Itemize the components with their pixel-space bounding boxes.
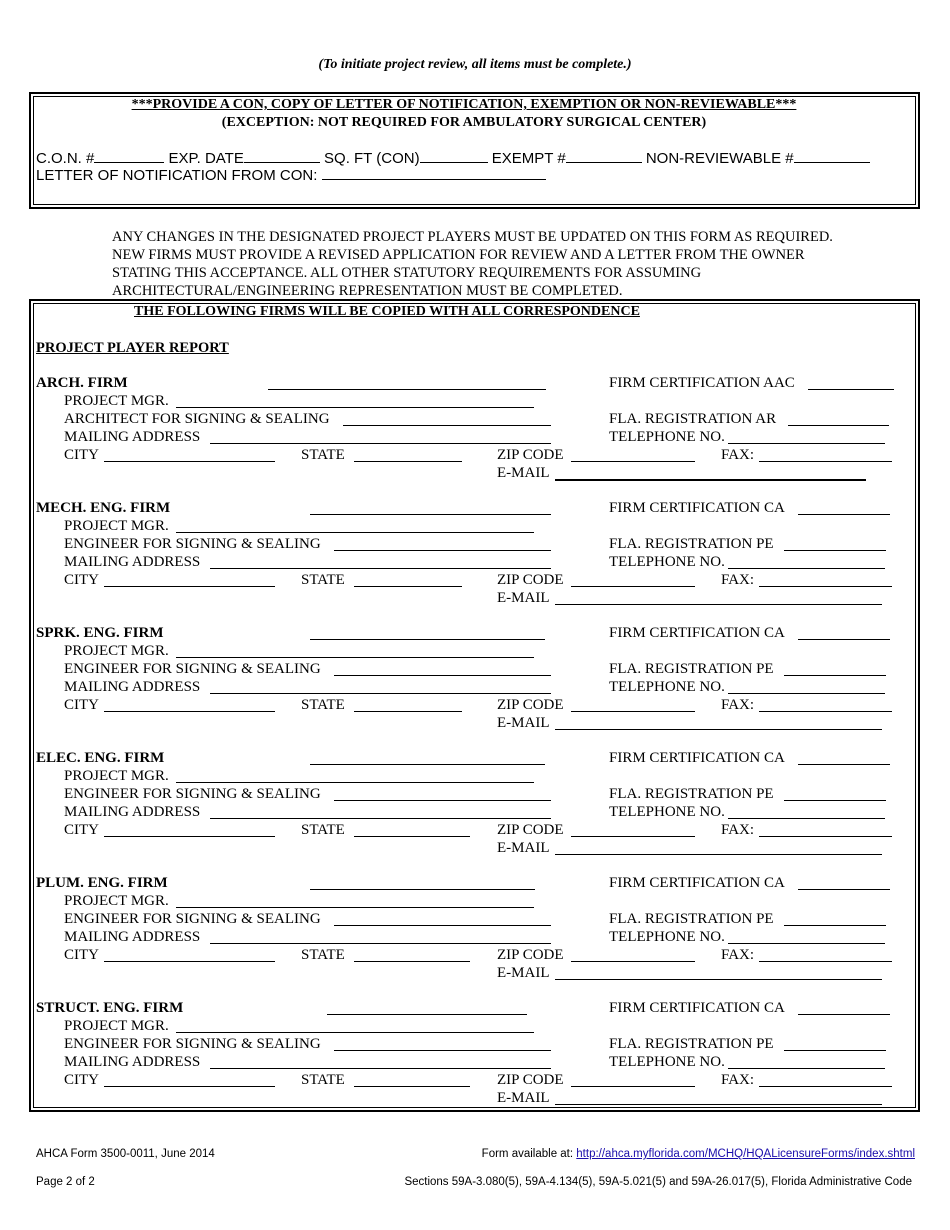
signer-field[interactable]	[334, 550, 551, 551]
zip-code-field[interactable]	[571, 461, 695, 462]
email-label: E-MAIL	[497, 465, 550, 481]
zip-code-field[interactable]	[571, 836, 695, 837]
firm-certification-label: FIRM CERTIFICATION AAC	[609, 375, 795, 391]
signer-label: ENGINEER FOR SIGNING & SEALING	[64, 1036, 321, 1052]
fax-label: FAX:	[721, 572, 755, 588]
con-box-title: ***PROVIDE A CON, COPY OF LETTER OF NOTIFICATION, EXEMPTION OR NON-REVIEWABLE***	[131, 97, 797, 112]
telephone-label: TELEPHONE NO.	[609, 429, 725, 445]
firm-name-field[interactable]	[327, 1014, 527, 1015]
state-label: STATE	[301, 697, 345, 713]
firm-certification-field[interactable]	[798, 1014, 890, 1015]
telephone-field[interactable]	[728, 693, 885, 694]
zip-code-label: ZIP CODE	[497, 1072, 564, 1088]
signer-label: ENGINEER FOR SIGNING & SEALING	[64, 786, 321, 802]
city-field[interactable]	[104, 586, 275, 587]
project-mgr-field[interactable]	[176, 907, 534, 908]
project-mgr-field[interactable]	[176, 407, 534, 408]
mailing-address-field[interactable]	[210, 568, 551, 569]
mailing-address-field[interactable]	[210, 818, 551, 819]
fla-registration-label: FLA. REGISTRATION PE	[609, 911, 774, 927]
email-label: E-MAIL	[497, 1090, 550, 1106]
changes-line: ARCHITECTURAL/ENGINEERING REPRESENTATION MUST BE COMPLETED.	[112, 283, 623, 299]
zip-code-label: ZIP CODE	[497, 697, 564, 713]
nonreviewable-field[interactable]	[794, 150, 870, 163]
signer-label: ENGINEER FOR SIGNING & SEALING	[64, 661, 321, 677]
firm-name-label: PLUM. ENG. FIRM	[36, 875, 168, 891]
fla-registration-field[interactable]	[784, 675, 886, 676]
firm-certification-label: FIRM CERTIFICATION CA	[609, 875, 785, 891]
header-note: (To initiate project review, all items must be complete.)	[318, 57, 632, 72]
fax-label: FAX:	[721, 447, 755, 463]
state-field[interactable]	[354, 586, 462, 587]
fax-label: FAX:	[721, 822, 755, 838]
email-field[interactable]	[555, 479, 866, 481]
nonreviewable-label: NON-REVIEWABLE #	[645, 150, 794, 167]
exempt-field[interactable]	[566, 150, 642, 163]
exempt-label: EXEMPT #	[491, 150, 566, 167]
city-field[interactable]	[104, 461, 275, 462]
email-field[interactable]	[555, 604, 882, 605]
city-label: CITY	[64, 572, 99, 588]
mailing-address-label: MAILING ADDRESS	[64, 804, 201, 820]
signer-field[interactable]	[334, 675, 551, 676]
project-mgr-field[interactable]	[176, 532, 534, 533]
project-mgr-label: PROJECT MGR.	[64, 768, 169, 784]
fla-registration-field[interactable]	[784, 925, 886, 926]
exp-date-label: EXP. DATE	[168, 150, 244, 167]
fla-registration-label: FLA. REGISTRATION PE	[609, 536, 774, 552]
email-label: E-MAIL	[497, 715, 550, 731]
fla-registration-label: FLA. REGISTRATION PE	[609, 1036, 774, 1052]
firm-name-field[interactable]	[310, 889, 535, 890]
telephone-label: TELEPHONE NO.	[609, 804, 725, 820]
fla-registration-field[interactable]	[784, 550, 886, 551]
zip-code-label: ZIP CODE	[497, 947, 564, 963]
project-mgr-label: PROJECT MGR.	[64, 1018, 169, 1034]
project-mgr-field[interactable]	[176, 1032, 534, 1033]
fla-registration-label: FLA. REGISTRATION PE	[609, 786, 774, 802]
copied-heading: THE FOLLOWING FIRMS WILL BE COPIED WITH ALL CORRESPONDENCE	[134, 304, 640, 319]
form-url-link[interactable]: http://ahca.myflorida.com/MCHQ/HQALicensureForms/index.shtml	[576, 1148, 915, 1160]
city-label: CITY	[64, 447, 99, 463]
email-label: E-MAIL	[497, 840, 550, 856]
mailing-address-label: MAILING ADDRESS	[64, 429, 201, 445]
fax-field[interactable]	[759, 711, 892, 712]
email-label: E-MAIL	[497, 965, 550, 981]
fax-field[interactable]	[759, 961, 892, 962]
firm-certification-field[interactable]	[798, 639, 890, 640]
firm-certification-label: FIRM CERTIFICATION CA	[609, 1000, 785, 1016]
city-field[interactable]	[104, 836, 275, 837]
zip-code-field[interactable]	[571, 1086, 695, 1087]
city-label: CITY	[64, 697, 99, 713]
telephone-field[interactable]	[728, 1068, 885, 1069]
project-mgr-field[interactable]	[176, 657, 534, 658]
email-field[interactable]	[555, 729, 882, 730]
mailing-address-label: MAILING ADDRESS	[64, 929, 201, 945]
firm-certification-field[interactable]	[808, 389, 894, 390]
letter-field[interactable]	[322, 167, 546, 180]
email-field[interactable]	[555, 1104, 882, 1105]
state-label: STATE	[301, 1072, 345, 1088]
letter-row	[36, 167, 546, 184]
city-label: CITY	[64, 947, 99, 963]
letter-label: LETTER OF NOTIFICATION FROM CON:	[36, 167, 318, 184]
con-number-label: C.O.N. #	[36, 150, 95, 167]
zip-code-label: ZIP CODE	[497, 447, 564, 463]
changes-line: NEW FIRMS MUST PROVIDE A REVISED APPLICATION FOR REVIEW AND A LETTER FROM THE OWNER	[112, 247, 805, 263]
con-box-exception: (EXCEPTION: NOT REQUIRED FOR AMBULATORY SURGICAL CENTER)	[221, 115, 707, 130]
email-field[interactable]	[555, 979, 882, 980]
project-mgr-label: PROJECT MGR.	[64, 393, 169, 409]
signer-label: ARCHITECT FOR SIGNING & SEALING	[64, 411, 330, 427]
project-mgr-label: PROJECT MGR.	[64, 893, 169, 909]
zip-code-label: ZIP CODE	[497, 822, 564, 838]
zip-code-field[interactable]	[571, 586, 695, 587]
changes-line: ANY CHANGES IN THE DESIGNATED PROJECT PLAYERS MUST BE UPDATED ON THIS FORM AS REQUIRED.	[112, 229, 833, 245]
project-mgr-label: PROJECT MGR.	[64, 518, 169, 534]
firm-name-field[interactable]	[310, 764, 545, 765]
firm-name-field[interactable]	[310, 514, 551, 515]
report-heading: PROJECT PLAYER REPORT	[36, 340, 229, 356]
telephone-field[interactable]	[728, 943, 885, 944]
firm-certification-field[interactable]	[798, 889, 890, 890]
email-field[interactable]	[555, 854, 882, 855]
mailing-address-field[interactable]	[210, 943, 551, 944]
signer-field[interactable]	[334, 925, 551, 926]
form-id: AHCA Form 3500-0011, June 2014	[36, 1148, 215, 1160]
fla-registration-field[interactable]	[788, 425, 889, 426]
firm-certification-label: FIRM CERTIFICATION CA	[609, 625, 785, 641]
zip-code-label: ZIP CODE	[497, 572, 564, 588]
fax-field[interactable]	[759, 836, 892, 837]
firm-certification-label: FIRM CERTIFICATION CA	[609, 500, 785, 516]
mailing-address-field[interactable]	[210, 1068, 551, 1069]
fax-field[interactable]	[759, 586, 892, 587]
state-label: STATE	[301, 822, 345, 838]
telephone-label: TELEPHONE NO.	[609, 554, 725, 570]
state-label: STATE	[301, 447, 345, 463]
telephone-label: TELEPHONE NO.	[609, 679, 725, 695]
state-label: STATE	[301, 572, 345, 588]
city-label: CITY	[64, 1072, 99, 1088]
city-field[interactable]	[104, 1086, 275, 1087]
fla-registration-label: FLA. REGISTRATION PE	[609, 661, 774, 677]
mailing-address-label: MAILING ADDRESS	[64, 554, 201, 570]
telephone-field[interactable]	[728, 818, 885, 819]
exp-date-field[interactable]	[244, 150, 320, 163]
state-field[interactable]	[354, 461, 462, 462]
fax-field[interactable]	[759, 461, 892, 462]
signer-label: ENGINEER FOR SIGNING & SEALING	[64, 536, 321, 552]
sqft-field[interactable]	[420, 150, 488, 163]
signer-field[interactable]	[334, 1050, 551, 1051]
sqft-label: SQ. FT (CON)	[324, 150, 420, 167]
firm-name-label: SPRK. ENG. FIRM	[36, 625, 164, 641]
con-number-field[interactable]	[94, 150, 164, 163]
state-field[interactable]	[354, 711, 462, 712]
firm-name-field[interactable]	[268, 389, 546, 390]
page-number: Page 2 of 2	[36, 1176, 95, 1188]
firm-certification-field[interactable]	[798, 514, 890, 515]
signer-field[interactable]	[334, 800, 551, 801]
firm-certification-field[interactable]	[798, 764, 890, 765]
fla-registration-field[interactable]	[784, 800, 886, 801]
firm-name-label: STRUCT. ENG. FIRM	[36, 1000, 184, 1016]
changes-line: STATING THIS ACCEPTANCE. ALL OTHER STATUTORY REQUIREMENTS FOR ASSUMING	[112, 265, 702, 281]
firm-name-label: ELEC. ENG. FIRM	[36, 750, 165, 766]
state-field[interactable]	[354, 1086, 470, 1087]
zip-code-field[interactable]	[571, 961, 695, 962]
city-field[interactable]	[104, 961, 275, 962]
state-label: STATE	[301, 947, 345, 963]
fax-field[interactable]	[759, 1086, 892, 1087]
fla-registration-field[interactable]	[784, 1050, 886, 1051]
mailing-address-field[interactable]	[210, 443, 551, 444]
sections-reference: Sections 59A-3.080(5), 59A-4.134(5), 59A-5.021(5) and 59A-26.017(5), Florida Administrative Code	[404, 1176, 912, 1188]
project-mgr-field[interactable]	[176, 782, 534, 783]
state-field[interactable]	[354, 836, 470, 837]
firm-name-field[interactable]	[310, 639, 545, 640]
changes-paragraph	[112, 228, 833, 300]
fla-registration-label: FLA. REGISTRATION AR	[609, 411, 777, 427]
firm-name-label: ARCH. FIRM	[36, 375, 128, 391]
mailing-address-label: MAILING ADDRESS	[64, 679, 201, 695]
fax-label: FAX:	[721, 697, 755, 713]
city-field[interactable]	[104, 711, 275, 712]
signer-field[interactable]	[343, 425, 551, 426]
fax-label: FAX:	[721, 1072, 755, 1088]
con-fields-row	[36, 150, 870, 167]
fax-label: FAX:	[721, 947, 755, 963]
state-field[interactable]	[354, 961, 470, 962]
form-available	[482, 1148, 915, 1160]
telephone-field[interactable]	[728, 568, 885, 569]
firm-certification-label: FIRM CERTIFICATION CA	[609, 750, 785, 766]
telephone-label: TELEPHONE NO.	[609, 1054, 725, 1070]
telephone-field[interactable]	[728, 443, 885, 444]
mailing-address-field[interactable]	[210, 693, 551, 694]
firm-name-label: MECH. ENG. FIRM	[36, 500, 171, 516]
zip-code-field[interactable]	[571, 711, 695, 712]
telephone-label: TELEPHONE NO.	[609, 929, 725, 945]
signer-label: ENGINEER FOR SIGNING & SEALING	[64, 911, 321, 927]
mailing-address-label: MAILING ADDRESS	[64, 1054, 201, 1070]
email-label: E-MAIL	[497, 590, 550, 606]
form-available-label: Form available at:	[481, 1148, 577, 1160]
city-label: CITY	[64, 822, 99, 838]
project-mgr-label: PROJECT MGR.	[64, 643, 169, 659]
